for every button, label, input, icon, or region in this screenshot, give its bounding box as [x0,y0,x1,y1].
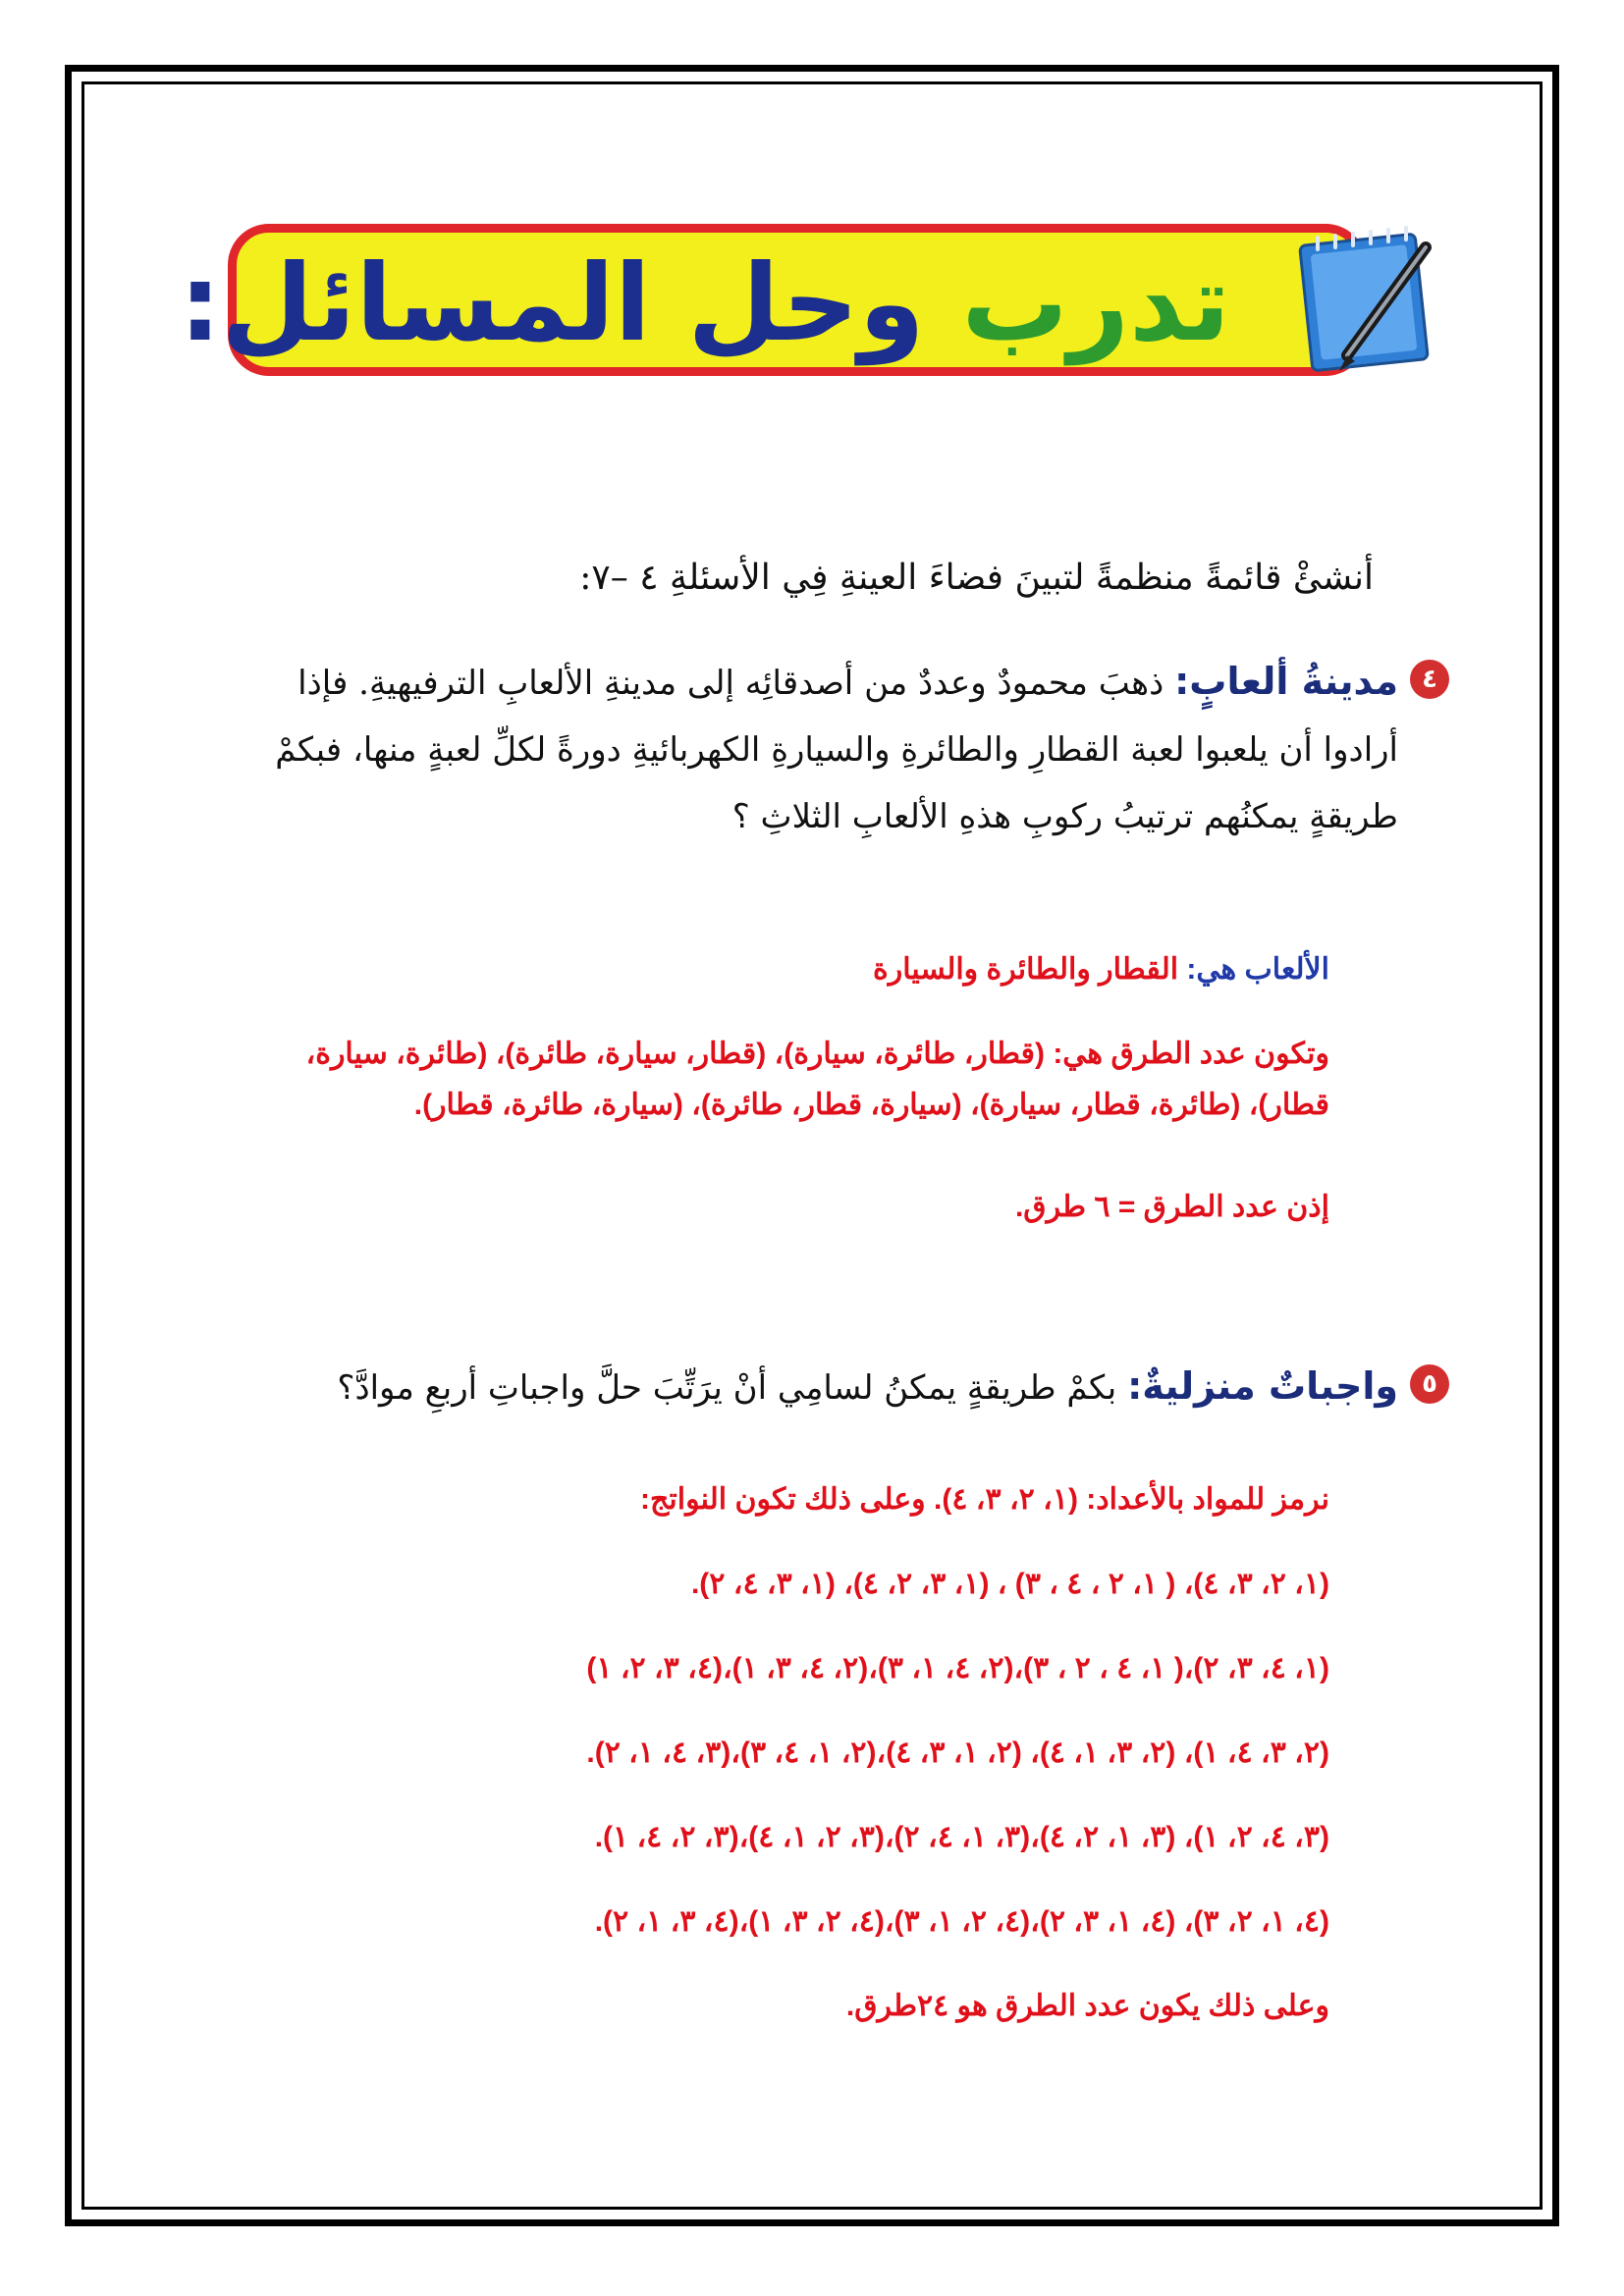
permutation-row: (٢، ٣، ٤، ١)، (٢، ٣، ١، ٤)، (٢، ١، ٣، ٤)،(٢، ١، ٤، ٣)،(٣، ٤، ١، ٢). [586,1736,1329,1769]
banner-title [179,240,1230,368]
problem-4 [220,648,1437,850]
problem-title: واجباتٌ منزليةٌ: [1127,1364,1398,1408]
section-banner [179,224,1445,376]
banner-plate [179,224,1367,376]
answer-label: الألعاب هي: [1186,953,1329,986]
banner-title-word: تدرب [961,242,1230,365]
answer-5-result: وعلى ذلك يكون عدد الطرق هو ٢٤طرق. [845,1990,1329,2022]
answer-4-games [225,944,1329,995]
page-border-inner [81,81,1543,2210]
permutation-row: (٤، ١، ٢، ٣)، (٤، ١، ٣، ٢)،(٤، ٢، ١، ٣)،(٤، ٢، ٣، ١)،(٤، ٣، ١، ٢). [594,1905,1329,1938]
answer-games: القطار والطائرة والسيارة [873,953,1179,986]
problem-text: بكمْ طريقةٍ يمكنُ لسامِي أنْ يرَتِّبَ حلَّ واجباتِ أربعِ موادَّ؟ [337,1368,1117,1408]
permutation-row: (٣، ٤، ٢، ١)، (٣، ١، ٢، ٤)،(٣، ١، ٤، ٢)،(٣، ٢، ١، ٤)،(٣، ٢، ٤، ١). [594,1821,1329,1853]
problem-title: مدينةُ ألعابٍ: [1174,660,1398,703]
problem-number-badge: ٥ [1410,1364,1449,1404]
permutation-row: (١، ٢، ٣، ٤)، ( ١، ٢ ، ٤ ، ٣) ، (١، ٣، ٢، ٤)، (١، ٣، ٤، ٢). [690,1568,1329,1600]
banner-title-rest: وحل المسائل: [179,242,925,365]
exercise-instruction: أنشئْ قائمةً منظمةً لتبينَ فضاءَ العينةِ فِي الأسئلةِ ٤ –٧: [579,558,1374,598]
answer-4-result: إذن عدد الطرق = ٦ طرق. [1014,1191,1329,1223]
answer-5-intro: نرمز للمواد بالأعداد: (١، ٢، ٣، ٤). وعلى ذلك تكون النواتج: [640,1483,1329,1516]
notebook-pen-icon [1278,218,1445,380]
problem-number-badge: ٤ [1410,660,1449,699]
problem-5 [220,1353,1437,1421]
permutation-row: (١، ٤، ٣، ٢)،( ١، ٤ ، ٢ ، ٣)،(٢، ٤، ١، ٣)،(٢، ٤، ٣، ١)،(٤، ٣، ٢، ١) [586,1652,1329,1684]
problem-text: ذهبَ محمودٌ وعددٌ من أصدقائِه إلى مدينةِ الألعابِ الترفيهيةِ. فإذا أرادوا أن يلعبوا لعبة القطارِ والطائرةِ والسيارةِ الكهربائيةِ دورةً لكلِّ لعبةٍ منها، فبكمْ طريقةٍ يمكنُهم ترتيبُ ركوبِ هذهِ الألعابِ الثلاثِ ؟ [275,664,1398,836]
answer-4-ways: وتكون عدد الطرق هي: (قطار، طائرة، سيارة)، (قطار، سيارة، طائرة)، (طائرة، سيارة، قطار)، (طائرة، قطار، سيارة)، (سيارة، قطار، طائرة)، (سيارة، طائرة، قطار). [305,1038,1329,1121]
